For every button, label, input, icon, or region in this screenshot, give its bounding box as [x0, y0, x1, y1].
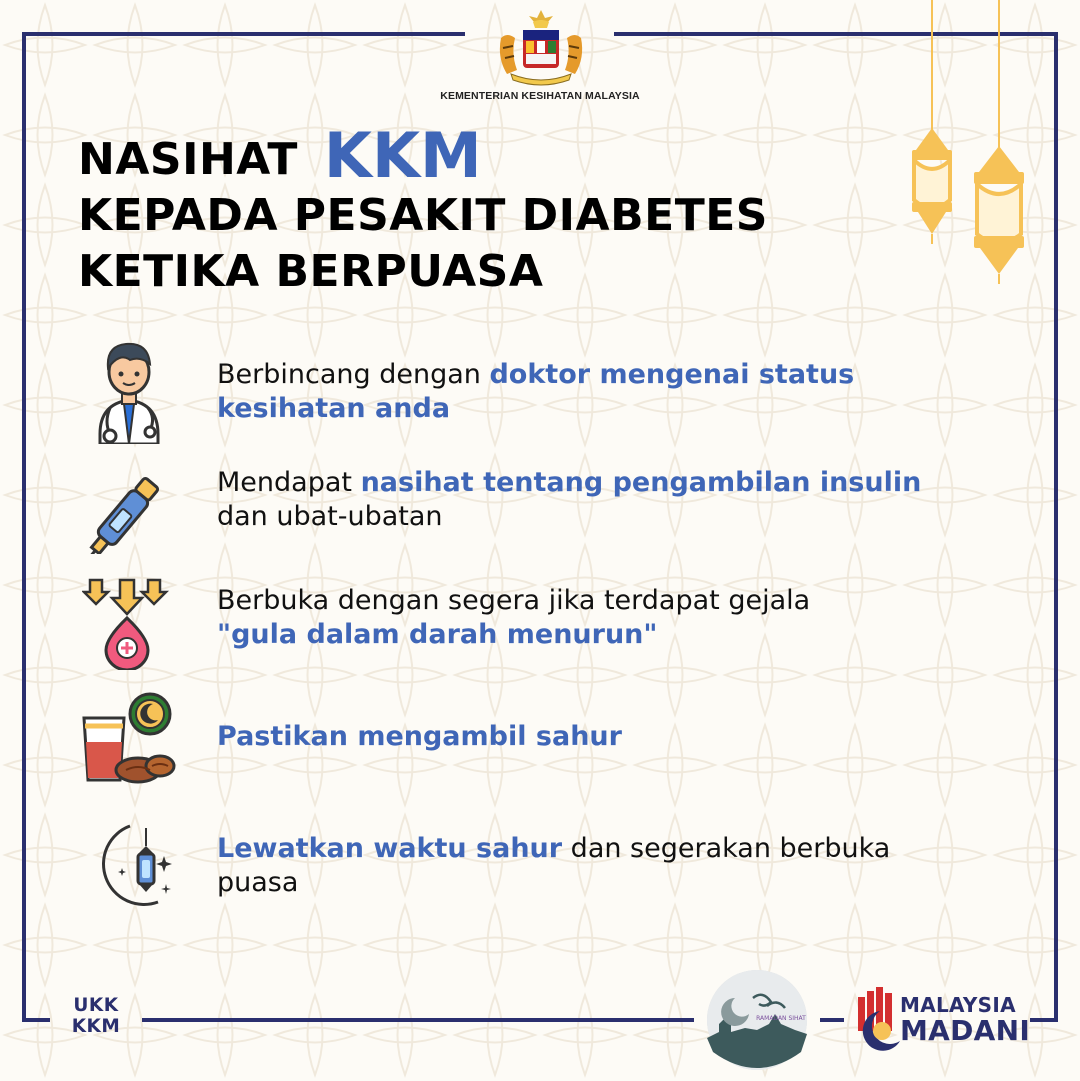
crescent-lantern-icon	[86, 818, 178, 914]
title-line-2: KEPADA PESAKIT DIABETES	[78, 190, 768, 241]
ukk-logo-line-2: KKM	[71, 1016, 121, 1037]
frame-left	[22, 32, 26, 1022]
ministry-name: KEMENTERIAN KESIHATAN MALAYSIA	[440, 90, 640, 102]
advice-item-2-text-2: dan ubat-ubatan	[217, 501, 443, 532]
advice-item-1-highlight-2: kesihatan anda	[217, 393, 451, 424]
lantern-decoration-icon	[902, 0, 1042, 290]
title-word-nasihat: NASIHAT	[78, 134, 298, 185]
advice-item-1-highlight: doktor mengenai status	[489, 359, 855, 390]
frame-bottom-left	[22, 1018, 50, 1022]
ramadan-logo-label: RAMADAN SIHAT	[756, 1015, 806, 1022]
advice-item-1-text: Berbincang dengan	[217, 359, 490, 390]
frame-bottom-mid	[142, 1018, 694, 1022]
madani-line-1: MALAYSIA	[900, 993, 1016, 1017]
advice-item-2-text: Mendapat	[217, 467, 361, 498]
ukk-logo-line-1: UKK	[73, 995, 119, 1016]
advice-item-5-text-2: puasa	[217, 867, 299, 898]
advice-item-5	[217, 832, 1017, 900]
title-line-1	[78, 119, 898, 192]
advice-item-5-highlight: Lewatkan waktu sahur	[217, 833, 563, 864]
sahur-food-icon	[80, 692, 176, 786]
advice-item-3	[217, 584, 1017, 652]
malaysia-madani-text	[900, 994, 1050, 1046]
malaysia-coat-of-arms	[493, 8, 589, 90]
madani-line-2: MADANI	[900, 1014, 1031, 1047]
advice-item-5-text: dan segerakan berbuka	[562, 833, 891, 864]
advice-item-2-highlight: nasihat tentang pengambilan insulin	[360, 467, 922, 498]
frame-right	[1054, 32, 1058, 1022]
insulin-pen-icon	[82, 466, 174, 554]
advice-item-3-text: Berbuka dengan segera jika terdapat gejala	[217, 585, 811, 616]
doctor-icon	[90, 338, 168, 444]
advice-item-4	[217, 720, 1017, 754]
frame-bottom-mid2	[820, 1018, 844, 1022]
advice-item-3-highlight: "gula dalam darah menurun"	[217, 619, 658, 650]
title-line-3: KETIKA BERPUASA	[78, 246, 544, 297]
advice-item-1	[217, 358, 1017, 426]
blood-drop-icon	[82, 576, 174, 670]
page-title	[78, 119, 898, 300]
advice-item-2	[217, 466, 1017, 534]
frame-top-left	[22, 32, 465, 36]
advice-item-4-highlight: Pastikan mengambil sahur	[217, 721, 622, 752]
ukk-kkm-logo	[66, 995, 126, 1041]
ramadan-sihat-logo	[705, 968, 809, 1072]
title-word-kkm: KKM	[323, 119, 482, 192]
